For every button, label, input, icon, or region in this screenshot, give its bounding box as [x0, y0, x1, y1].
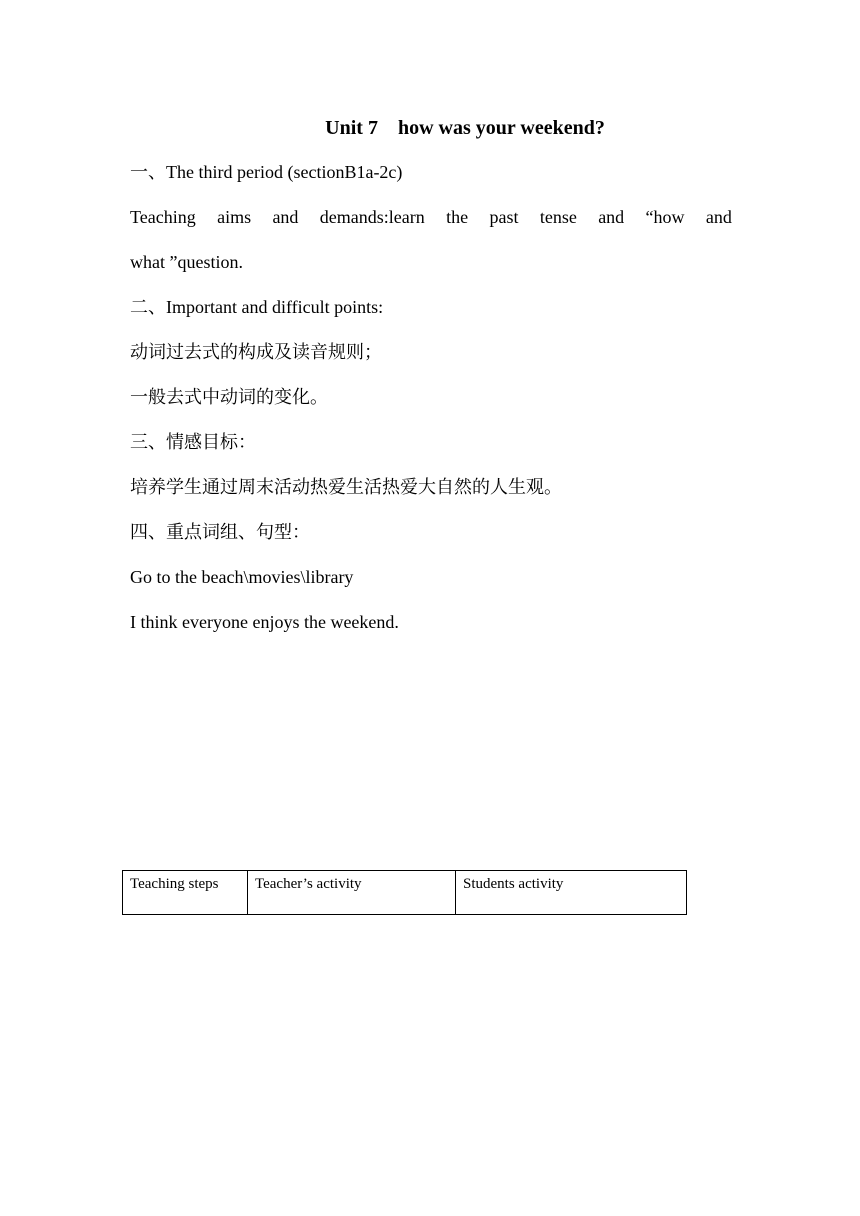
page-title: Unit 7 how was your weekend? — [325, 117, 605, 139]
aims-word: and — [705, 207, 732, 227]
table-header-cell: Teaching steps — [123, 871, 248, 915]
period-line: 一、The third period (sectionB1a-2c) — [130, 162, 403, 182]
points-heading: 二、Important and difficult points: — [130, 297, 384, 317]
aims-word: Teaching — [130, 207, 196, 227]
emotion-text: 培养学生通过周末活动热爱生活热爱大自然的人生观。 — [130, 477, 562, 497]
aims-continuation: what ”question. — [130, 252, 243, 272]
teaching-steps-table — [122, 870, 687, 915]
point-item: 动词过去式的构成及读音规则； — [130, 342, 382, 362]
key-phrase: Go to the beach\movies\library — [130, 567, 354, 587]
aims-word: “how — [645, 207, 685, 227]
point-item: 一般去式中动词的变化。 — [130, 387, 328, 407]
aims-word: aims — [217, 207, 252, 227]
aims-word: and — [598, 207, 625, 227]
aims-word: past — [489, 207, 519, 227]
aims-word: and — [272, 207, 299, 227]
table-header-cell: Students activity — [456, 871, 687, 915]
aims-word: the — [446, 207, 469, 227]
aims-word: demands:learn — [319, 207, 425, 227]
key-sentence: I think everyone enjoys the weekend. — [130, 612, 399, 632]
table-header-row — [123, 871, 687, 915]
aims-word: tense — [539, 207, 577, 227]
teaching-aims-line — [130, 205, 732, 229]
emotion-heading: 三、情感目标： — [130, 432, 256, 452]
table-header-cell: Teacher’s activity — [248, 871, 456, 915]
key-heading: 四、重点词组、句型： — [130, 522, 310, 542]
